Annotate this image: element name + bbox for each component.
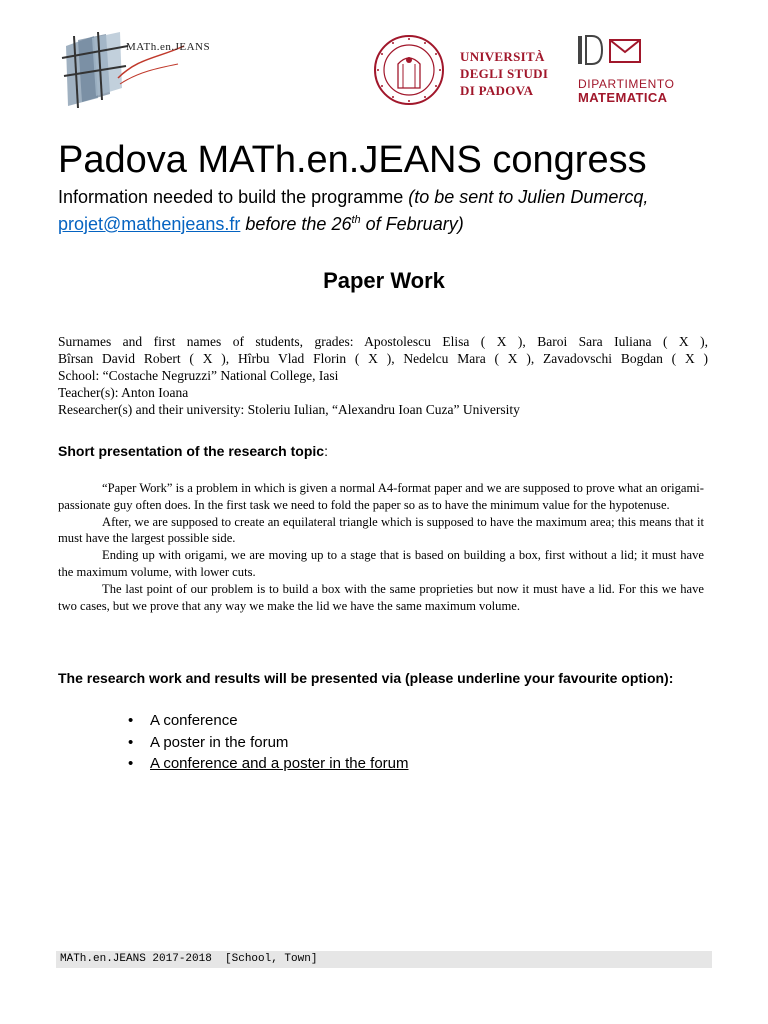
unipd-seal-icon — [370, 34, 448, 106]
school-line: School: “Costache Negruzzi” National College, Iasi — [58, 368, 339, 383]
subtitle — [58, 186, 738, 236]
bullet-icon: • — [128, 755, 134, 772]
dipartimento-label: DIPARTIMENTO — [578, 77, 675, 91]
option-conference-and-poster[interactable] — [128, 753, 409, 775]
unipd-wordmark — [460, 48, 548, 99]
short-presentation-colon: : — [324, 443, 328, 459]
short-presentation-heading — [58, 443, 328, 459]
unipd-wordmark-line2: DEGLI STUDI — [460, 66, 549, 81]
students-line-1: Surnames and first names of students, grades: Apostolescu Elisa ( X ), Baroi Sara Iuliana ( X ), — [58, 334, 708, 349]
short-presentation-label: Short presentation of the research topic — [58, 443, 325, 459]
option-label-underlined: A conference and a poster in the forum — [150, 755, 409, 772]
section-title: Paper Work — [323, 268, 445, 293]
subtitle-italic3: of February) — [360, 214, 464, 234]
mathenjeans-logo — [58, 28, 211, 110]
unipd-wordmark-line1: UNIVERSITÀ — [460, 49, 545, 64]
teachers-line: Teacher(s): Anton Ioana — [58, 385, 189, 400]
option-conference[interactable] — [128, 710, 409, 732]
unipd-wordmark-line3: DI PADOVA — [460, 83, 534, 98]
abstract — [58, 480, 704, 614]
students-line-2: Bîrsan David Robert ( X ), Hîrbu Vlad Florin ( X ), Nedelcu Mara ( X ), Zavadovschi Bogdan ( X ) — [58, 351, 708, 366]
researchers-line: Researcher(s) and their university: Stoleriu Iulian, “Alexandru Ioan Cuza” University — [58, 402, 520, 417]
abstract-paragraph-1: “Paper Work” is a problem in which is given a normal A4-format paper and we are supposed to prove what an origami-passionate guy often does. In the first task we need to fold the paper so as to have the minimum value for the hypotenuse. — [58, 481, 704, 512]
abstract-paragraph-4: The last point of our problem is to build a box with the same proprieties but now it must have a lid. For this we have two cases, but we prove that any way we make the lid we have the same maximum volume. — [58, 581, 704, 613]
dipartimento-matematica-logo — [578, 34, 675, 105]
option-poster[interactable] — [128, 732, 409, 754]
subtitle-sup: th — [351, 214, 361, 226]
mathenjeans-logo-text: MATh.en.JEANS — [126, 41, 211, 53]
bullet-icon: • — [128, 712, 134, 729]
info-block — [58, 333, 708, 418]
research-presentation-heading: The research work and results will be presented via (please underline your favourite option): — [58, 670, 674, 686]
subtitle-italic2: before the 26 — [240, 214, 352, 234]
presentation-options-list — [128, 710, 409, 775]
bullet-icon: • — [128, 733, 134, 751]
page-title: Padova MATh.en.JEANS congress — [58, 139, 647, 181]
envelope-icon — [578, 34, 642, 66]
abstract-paragraph-2: After, we are supposed to create an equilateral triangle which is supposed to have the maximum area; this means that it must have the largest possible side. — [58, 514, 704, 546]
email-link[interactable]: projet@mathenjeans.fr — [58, 214, 241, 234]
subtitle-italic1: (to be sent to Julien Dumercq, — [408, 187, 649, 207]
matematica-label: MATEMATICA — [578, 90, 668, 105]
subtitle-lead: Information needed to build the programme — [58, 187, 409, 207]
abstract-paragraph-3: Ending up with origami, we are moving up to a stage that is based on building a box, first without a lid; it must have the maximum volume, with lower cuts. — [58, 548, 704, 579]
option-label: A poster in the forum — [150, 733, 289, 751]
page-footer: MATh.en.JEANS 2017-2018 [School, Town] — [56, 951, 712, 968]
option-label: A conference — [150, 712, 238, 729]
